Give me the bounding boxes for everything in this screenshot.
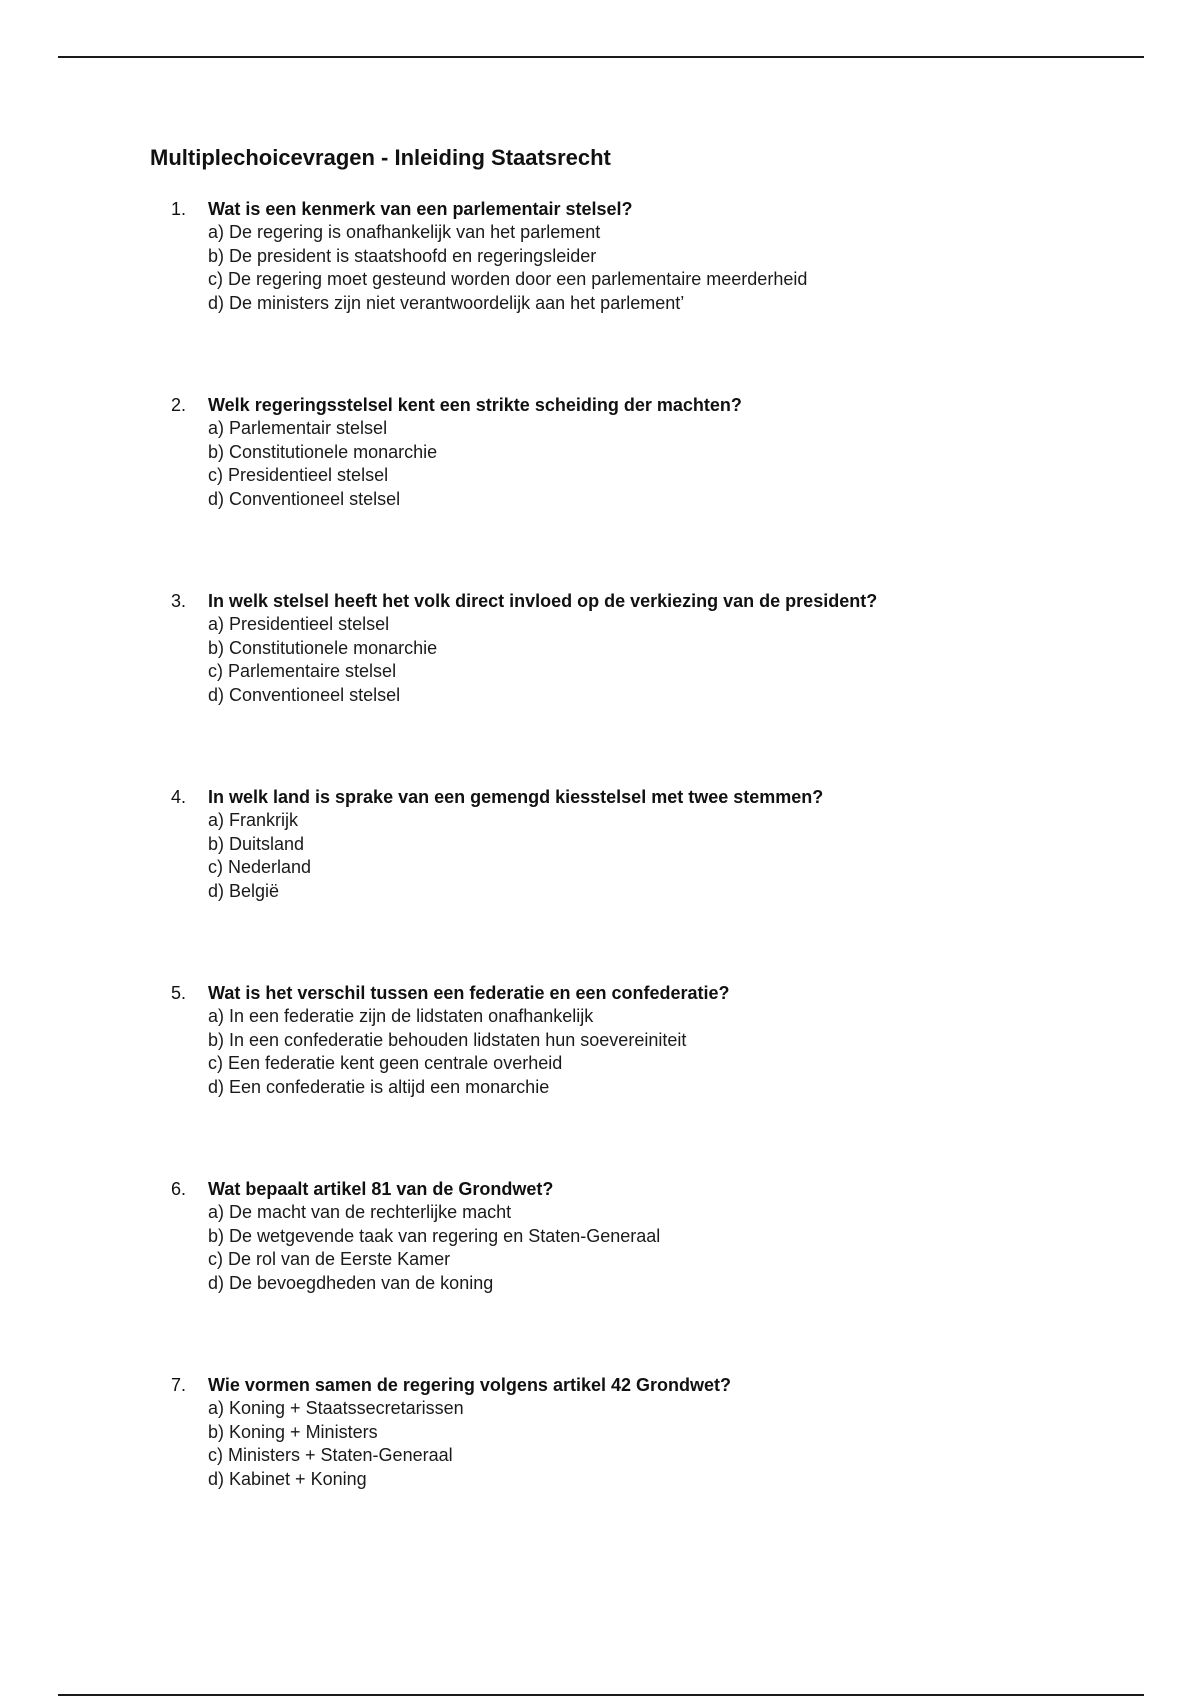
footer-rule <box>58 1694 1144 1696</box>
answer-option: c) Ministers + Staten-Generaal <box>208 1445 453 1465</box>
answer-option: b) In een confederatie behouden lidstaten hun soevereiniteit <box>208 1029 687 1050</box>
question-item <box>0 1374 1200 1570</box>
answer-option: b) Koning + Ministers <box>208 1421 378 1442</box>
question-text: In welk stelsel heeft het volk direct invloed op de verkiezing van de president? <box>208 591 878 611</box>
question-number: 5. <box>171 983 187 1003</box>
question-number: 6. <box>171 1179 187 1199</box>
question-text: Welk regeringsstelsel kent een strikte scheiding der machten? <box>208 395 742 415</box>
answer-option: a) Presidentieel stelsel <box>208 614 390 634</box>
answer-option: c) Parlementaire stelsel <box>208 661 397 681</box>
answer-option: a) Koning + Staatssecretarissen <box>208 1398 464 1418</box>
answer-option: d) Conventioneel stelsel <box>208 488 401 509</box>
question-item <box>0 786 1200 982</box>
question-text: Wie vormen samen de regering volgens artikel 42 Grondwet? <box>208 1375 731 1395</box>
answer-option: c) De rol van de Eerste Kamer <box>208 1249 451 1269</box>
answer-option: d) Conventioneel stelsel <box>208 684 401 705</box>
question-text: Wat is het verschil tussen een federatie en een confederatie? <box>208 983 730 1003</box>
header-rule <box>58 56 1144 58</box>
answer-option: a) In een federatie zijn de lidstaten onafhankelijk <box>208 1006 594 1026</box>
answer-options <box>208 613 437 707</box>
answer-option: b) De president is staatshoofd en regeringsleider <box>208 245 597 266</box>
answer-option: a) De regering is onafhankelijk van het parlement <box>208 222 601 242</box>
answer-option: d) Een confederatie is altijd een monarchie <box>208 1076 550 1097</box>
answer-option: c) Presidentieel stelsel <box>208 465 389 485</box>
question-number: 7. <box>171 1375 187 1395</box>
question-item <box>0 1178 1200 1374</box>
answer-option: a) Frankrijk <box>208 810 299 830</box>
answer-option: c) Nederland <box>208 857 312 877</box>
answer-option: b) Duitsland <box>208 833 305 854</box>
question-text: In welk land is sprake van een gemengd kiesstelsel met twee stemmen? <box>208 787 824 807</box>
answer-options <box>208 1005 686 1099</box>
answer-options <box>208 221 807 315</box>
answer-option: a) De macht van de rechterlijke macht <box>208 1202 512 1222</box>
page-title: Multiplechoicevragen - Inleiding Staatsrecht <box>150 145 611 170</box>
question-item <box>0 590 1200 786</box>
answer-option: c) De regering moet gesteund worden door een parlementaire meerderheid <box>208 269 808 289</box>
answer-option: d) Kabinet + Koning <box>208 1468 367 1489</box>
question-text: Wat bepaalt artikel 81 van de Grondwet? <box>208 1179 554 1199</box>
question-item <box>0 982 1200 1178</box>
question-number: 4. <box>171 787 187 807</box>
answer-option: c) Een federatie kent geen centrale overheid <box>208 1053 563 1073</box>
answer-option: b) Constitutionele monarchie <box>208 637 438 658</box>
question-item <box>0 198 1200 394</box>
answer-option: a) Parlementair stelsel <box>208 418 388 438</box>
question-item <box>0 394 1200 590</box>
answer-options <box>208 417 437 511</box>
question-number: 3. <box>171 591 187 611</box>
answer-option: d) België <box>208 880 280 901</box>
question-text: Wat is een kenmerk van een parlementair stelsel? <box>208 199 633 219</box>
question-list <box>0 198 1200 1570</box>
question-number: 1. <box>171 199 187 219</box>
answer-options <box>208 809 311 903</box>
answer-option: b) De wetgevende taak van regering en Staten-Generaal <box>208 1225 661 1246</box>
answer-options <box>208 1397 464 1491</box>
answer-options <box>208 1201 660 1295</box>
answer-option: d) De ministers zijn niet verantwoordelijk aan het parlement’ <box>208 292 685 313</box>
question-number: 2. <box>171 395 187 415</box>
answer-option: d) De bevoegdheden van de koning <box>208 1272 494 1293</box>
answer-option: b) Constitutionele monarchie <box>208 441 438 462</box>
